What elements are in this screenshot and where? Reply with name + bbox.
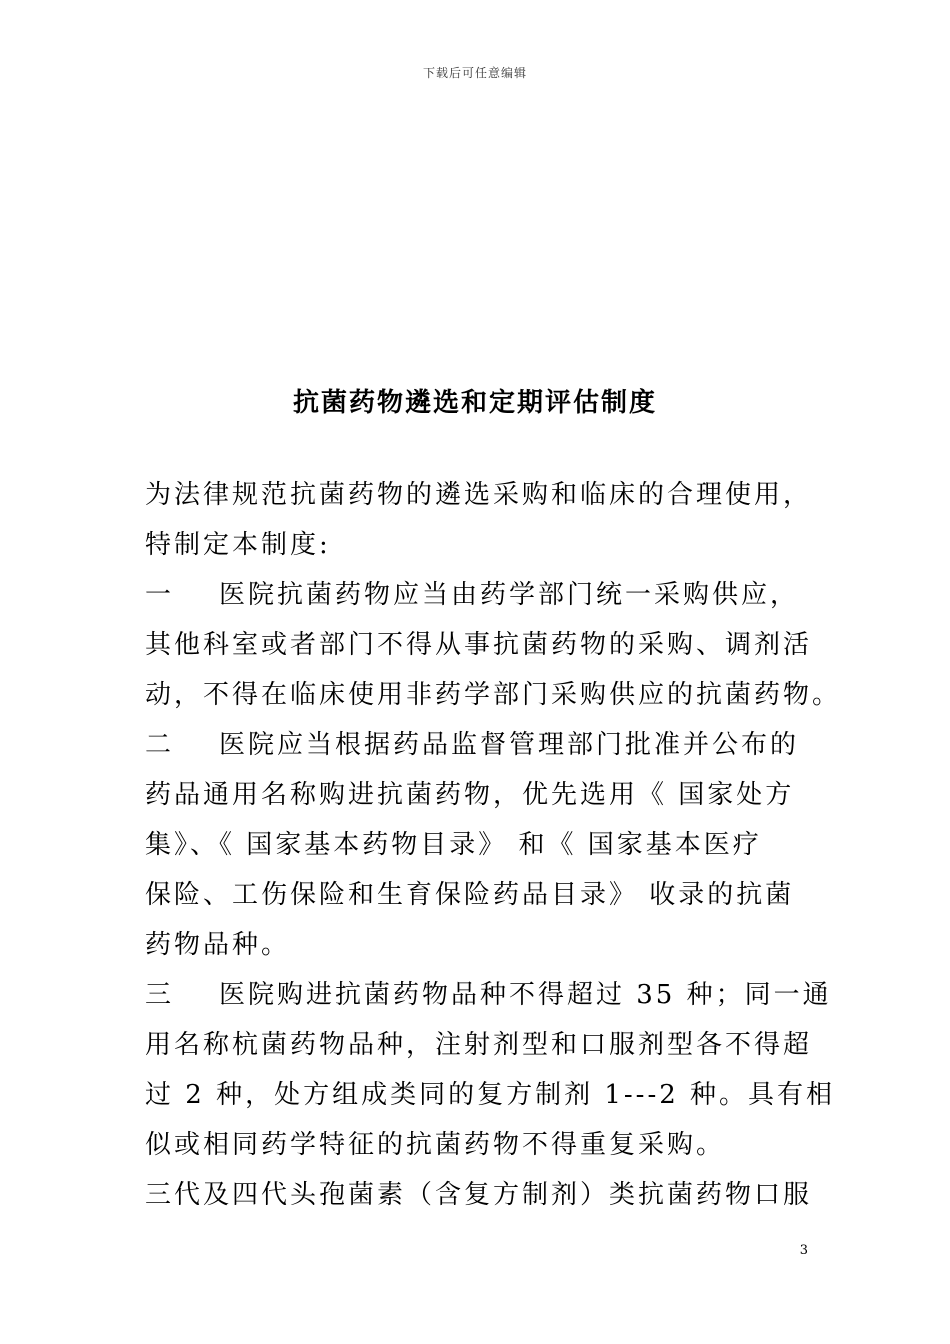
paragraph-line: 过 2 种，处方组成类同的复方制剂 1---2 种。具有相 xyxy=(145,1080,836,1110)
paragraph-line: 似或相同药学特征的抗菌药物不得重复采购。 xyxy=(145,1130,726,1160)
list-item-2 xyxy=(145,720,815,770)
page-number: 3 xyxy=(799,1243,808,1258)
list-item-text: 医院应当根据药品监督管理部门批准并公布的 xyxy=(219,730,800,760)
paragraph-line: 药物品种。 xyxy=(145,930,291,960)
list-item-1 xyxy=(145,570,815,620)
paragraph-line: 集》、《 国家基本药物目录》 和《 国家基本医疗 xyxy=(145,830,762,860)
header-note: 下载后可任意编辑 xyxy=(422,66,527,80)
list-item-text: 医院抗菌药物应当由药学部门统一采购供应， xyxy=(219,580,800,610)
list-item-number: 一 xyxy=(145,580,175,610)
paragraph-line: 药品通用名称购进抗菌药物，优先选用《 国家处方 xyxy=(145,780,795,810)
paragraph-line: 其他科室或者部门不得从事抗菌药物的采购、调剂活 xyxy=(145,630,813,660)
paragraph-line: 保险、工伤保险和生育保险药品目录》 收录的抗菌 xyxy=(145,880,795,910)
list-item-text: 医院购进抗菌药物品种不得超过 35 种；同一通 xyxy=(219,980,832,1010)
list-item-3 xyxy=(145,970,832,1020)
list-item-number: 二 xyxy=(145,730,175,760)
document-body xyxy=(145,470,842,1220)
list-item-number: 三 xyxy=(145,980,175,1010)
paragraph-line: 为法律规范抗菌药物的遴选采购和临床的合理使用， xyxy=(145,480,813,510)
paragraph-line: 特制定本制度: xyxy=(145,530,331,560)
document-title: 抗菌药物遴选和定期评估制度 xyxy=(292,388,657,418)
paragraph-line: 用名称杭菌药物品种，注射剂型和口服剂型各不得超 xyxy=(145,1030,813,1060)
paragraph-line: 三代及四代头孢菌素（含复方制剂）类抗菌药物口服 xyxy=(145,1180,813,1210)
paragraph-line: 动，不得在临床使用非药学部门采购供应的抗菌药物。 xyxy=(145,680,842,710)
